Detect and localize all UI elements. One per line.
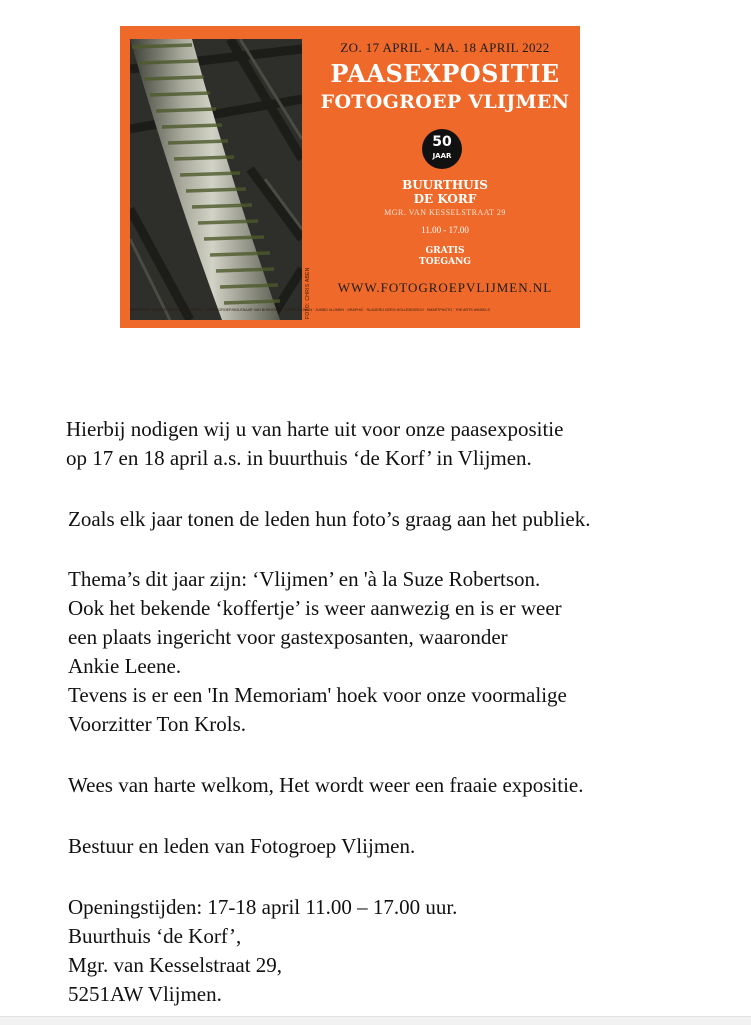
badge-label: JAAR — [432, 152, 452, 160]
poster-info — [310, 26, 580, 328]
venue-postcode: 5251AW Vlijmen. — [68, 982, 222, 1006]
paragraph-5: Bestuur en leden van Fotogroep Vlijmen. — [68, 834, 416, 858]
venue-street: Mgr. van Kesselstraat 29, — [68, 953, 283, 977]
paragraph-3-line-4: Ankie Leene. — [68, 654, 182, 678]
paragraph-3-line-5: Tevens is er een 'In Memoriam' hoek voor onze voormalige — [68, 683, 567, 707]
paragraph-3-line-6: Voorzitter Ton Krols. — [68, 712, 246, 736]
paragraph-3-line-1: Thema’s dit jaar zijn: ‘Vlijmen’ en 'à la Suze Robertson. — [68, 567, 541, 591]
opening-hours: Openingstijden: 17-18 april 11.00 – 17.00 uur. — [68, 895, 458, 919]
anniversary-badge — [422, 129, 462, 169]
paragraph-1-line-2: op 17 en 18 april a.s. in buurthuis ‘de Korf’ in Vlijmen. — [66, 446, 532, 470]
venue-line-1: BUURTHUIS — [402, 178, 488, 192]
poster-entry — [310, 246, 580, 268]
venue-name: Buurthuis ‘de Korf’, — [68, 924, 242, 948]
pillar-photo-image — [130, 39, 302, 320]
venue-line-2: DE KORF — [413, 192, 477, 206]
paragraph-3-line-2: Ook het bekende ‘koffertje’ is weer aanwezig en is er weer — [68, 596, 562, 620]
photo-credit: FOTO: CHRIS ABEN — [305, 267, 311, 319]
poster-title: PAASEXPOSITIE — [330, 59, 560, 88]
exhibition-poster — [120, 26, 580, 328]
poster-hours: 11.00 - 17.00 — [421, 225, 469, 235]
poster-address: MGR. VAN KESSELSTRAAT 29 — [384, 208, 506, 217]
poster-website: WWW.FOTOGROEPVLIJMEN.NL — [337, 280, 553, 295]
paragraph-1-line-1: Hierbij nodigen wij u van harte uit voor onze paasexpositie — [66, 417, 564, 441]
paragraph-4: Wees van harte welkom, Het wordt weer een fraaie expositie. — [68, 773, 584, 797]
paragraph-2: Zoals elk jaar tonen de leden hun foto’s graag aan het publiek. — [68, 507, 591, 531]
paragraph-3-line-3: een plaats ingericht voor gastexposanten, waaronder — [68, 625, 508, 649]
poster-photo — [130, 39, 302, 320]
entry-line-2: TOEGANG — [419, 257, 471, 267]
poster-venue — [310, 178, 580, 206]
poster-dates: ZO. 17 APRIL - MA. 18 APRIL 2022 — [340, 40, 550, 55]
badge-number: 50 — [432, 134, 452, 150]
poster-sponsors: SPONSORS: BAKKER PIETER VERHEIJEN · OPTIEKGROEP/MOLENAAR VAN BOSHOVEN · COOP VLIJMEN · JUMBO VLIJMEN · GRAPHIC · SLAGERIJ KEESI HOLLEBOSSCH · SMARTPHOTO · THE ARTS WINKELS — [130, 308, 490, 312]
entry-line-1: GRATIS — [425, 246, 465, 256]
poster-subtitle: FOTOGROEP VLIJMEN — [320, 91, 570, 113]
